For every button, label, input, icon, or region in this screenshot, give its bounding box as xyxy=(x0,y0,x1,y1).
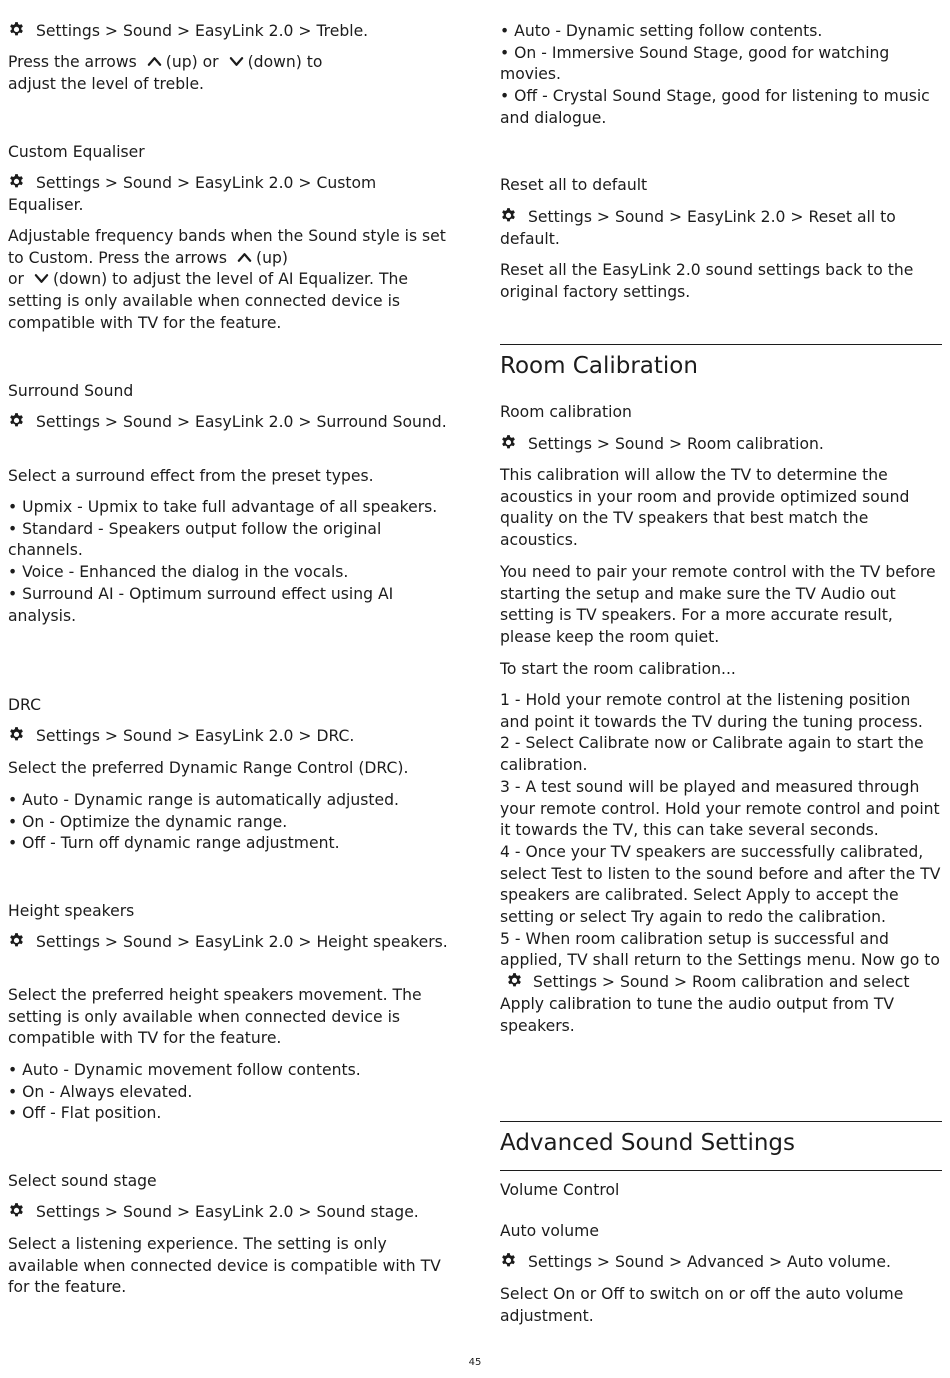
page-number: 45 xyxy=(468,1357,482,1368)
drc-list xyxy=(8,790,448,855)
sound-stage-intro: Select a listening experience. The setting is only available when connected device is compatible with TV for the feature. xyxy=(8,1235,441,1297)
list-item: • Auto - Dynamic movement follow contents. xyxy=(8,1061,361,1079)
height-speakers-intro: Select the preferred height speakers movement. The setting is only available when connected device is compatible with TV for the feature. xyxy=(8,986,422,1048)
room-calibration-p2: You need to pair your remote control with the TV before starting the setup and make sure the TV Audio out setting is TV speakers. For a more accurate result, please keep the room quiet. xyxy=(500,563,936,647)
section-divider xyxy=(500,1170,942,1171)
advanced-sound-title: Advanced Sound Settings xyxy=(500,1130,795,1156)
list-item: • On - Optimize the dynamic range. xyxy=(8,812,288,831)
gear-icon xyxy=(8,1202,25,1219)
step-5: 5 - When room calibration setup is successful and applied, TV shall return to the Settings menu. Now go toSettings > Sound > Room calibration and select Apply calibration to tune the audio output from TV speakers. xyxy=(500,929,940,1035)
arrow-up-icon xyxy=(147,55,162,67)
list-item: • Voice - Enhanced the dialog in the vocals. xyxy=(8,563,349,582)
room-calibration-path: Settings > Sound > Room calibration. xyxy=(500,434,942,456)
arrow-down-icon xyxy=(229,55,244,67)
height-speakers-heading: Height speakers xyxy=(8,902,135,920)
custom-equaliser-body: Adjustable frequency bands when the Sound style is set to Custom. Press the arrows (up) or (down) to adjust the level of AI Equalizer. The setting is only available when connected device is compatible with TV for the feature. xyxy=(8,227,446,332)
list-item: • Surround AI - Optimum surround effect using AI analysis. xyxy=(8,584,394,625)
gear-icon xyxy=(506,972,523,989)
gear-icon xyxy=(8,932,25,949)
list-item: • Off - Flat position. xyxy=(8,1104,162,1123)
step-3: 3 - A test sound will be played and measured through your remote control. Hold your remote control and point it towards the TV, this can take several seconds. xyxy=(500,777,940,840)
list-item: • Off - Crystal Sound Stage, good for listening to music and dialogue. xyxy=(500,87,930,127)
sound-stage-list xyxy=(500,21,942,130)
reset-heading: Reset all to default xyxy=(500,176,648,194)
gear-icon xyxy=(8,173,25,190)
surround-sound-heading: Surround Sound xyxy=(8,382,134,400)
height-speakers-path: Settings > Sound > EasyLink 2.0 > Height speakers. xyxy=(8,932,448,954)
height-speakers-list xyxy=(8,1060,448,1125)
arrow-up-icon xyxy=(237,251,252,263)
room-calibration-steps xyxy=(500,690,942,1037)
sound-stage-heading: Select sound stage xyxy=(8,1172,157,1190)
list-item: • Upmix - Upmix to take full advantage of all speakers. xyxy=(8,498,438,516)
list-item: • Auto - Dynamic range is automatically adjusted. xyxy=(8,791,399,809)
room-calibration-heading: Room calibration xyxy=(500,403,632,421)
step-1: 1 - Hold your remote control at the listening position and point it towards the TV during the tuning process. xyxy=(500,691,923,731)
drc-intro: Select the preferred Dynamic Range Control (DRC). xyxy=(8,759,409,777)
room-calibration-p1: This calibration will allow the TV to determine the acoustics in your room and provide optimized sound quality on the TV speakers that best match the acoustics. xyxy=(500,466,910,550)
gear-icon xyxy=(8,21,25,38)
treble-path: Settings > Sound > EasyLink 2.0 > Treble. xyxy=(8,21,448,43)
gear-icon xyxy=(500,1252,517,1269)
reset-path: Settings > Sound > EasyLink 2.0 > Reset all to default. xyxy=(500,208,896,248)
step-4: 4 - Once your TV speakers are successfully calibrated, select Test to listen to the sound before and after the TV speakers are calibrated. Select Apply to accept the setting or select Try again to redo the calibration. xyxy=(500,842,941,927)
surround-sound-list xyxy=(8,497,448,627)
list-item: • Auto - Dynamic setting follow contents. xyxy=(500,22,823,40)
gear-icon xyxy=(8,412,25,429)
custom-equaliser-heading: Custom Equaliser xyxy=(8,143,145,161)
list-item: • Standard - Speakers output follow the original channels. xyxy=(8,519,382,560)
list-item: • Off - Turn off dynamic range adjustment. xyxy=(8,834,340,853)
drc-path: Settings > Sound > EasyLink 2.0 > DRC. xyxy=(8,726,448,748)
auto-volume-path: Settings > Sound > Advanced > Auto volume. xyxy=(500,1252,942,1274)
reset-body: Reset all the EasyLink 2.0 sound settings back to the original factory settings. xyxy=(500,261,914,301)
surround-sound-intro: Select a surround effect from the preset types. xyxy=(8,467,374,485)
auto-volume-body: Select On or Off to switch on or off the auto volume adjustment. xyxy=(500,1285,904,1325)
volume-control-heading: Volume Control xyxy=(500,1181,620,1199)
gear-icon xyxy=(8,726,25,743)
list-item: • On - Always elevated. xyxy=(8,1082,193,1101)
room-calibration-title: Room Calibration xyxy=(500,353,698,379)
sound-stage-path: Settings > Sound > EasyLink 2.0 > Sound stage. xyxy=(8,1202,448,1224)
step-2: 2 - Select Calibrate now or Calibrate again to start the calibration. xyxy=(500,734,924,775)
auto-volume-heading: Auto volume xyxy=(500,1222,599,1240)
section-divider xyxy=(500,344,942,345)
room-calibration-p3: To start the room calibration... xyxy=(500,660,736,678)
gear-icon xyxy=(500,207,517,224)
surround-sound-path: Settings > Sound > EasyLink 2.0 > Surround Sound. xyxy=(8,412,448,434)
arrow-down-icon xyxy=(34,272,49,284)
list-item: • On - Immersive Sound Stage, good for watching movies. xyxy=(500,43,890,84)
section-divider xyxy=(500,1121,942,1122)
gear-icon xyxy=(500,434,517,451)
treble-instruction: Press the arrows (up) or (down) to adjust the level of treble. xyxy=(8,53,323,93)
custom-equaliser-path: Settings > Sound > EasyLink 2.0 > Custom Equaliser. xyxy=(8,174,377,214)
drc-heading: DRC xyxy=(8,696,41,714)
